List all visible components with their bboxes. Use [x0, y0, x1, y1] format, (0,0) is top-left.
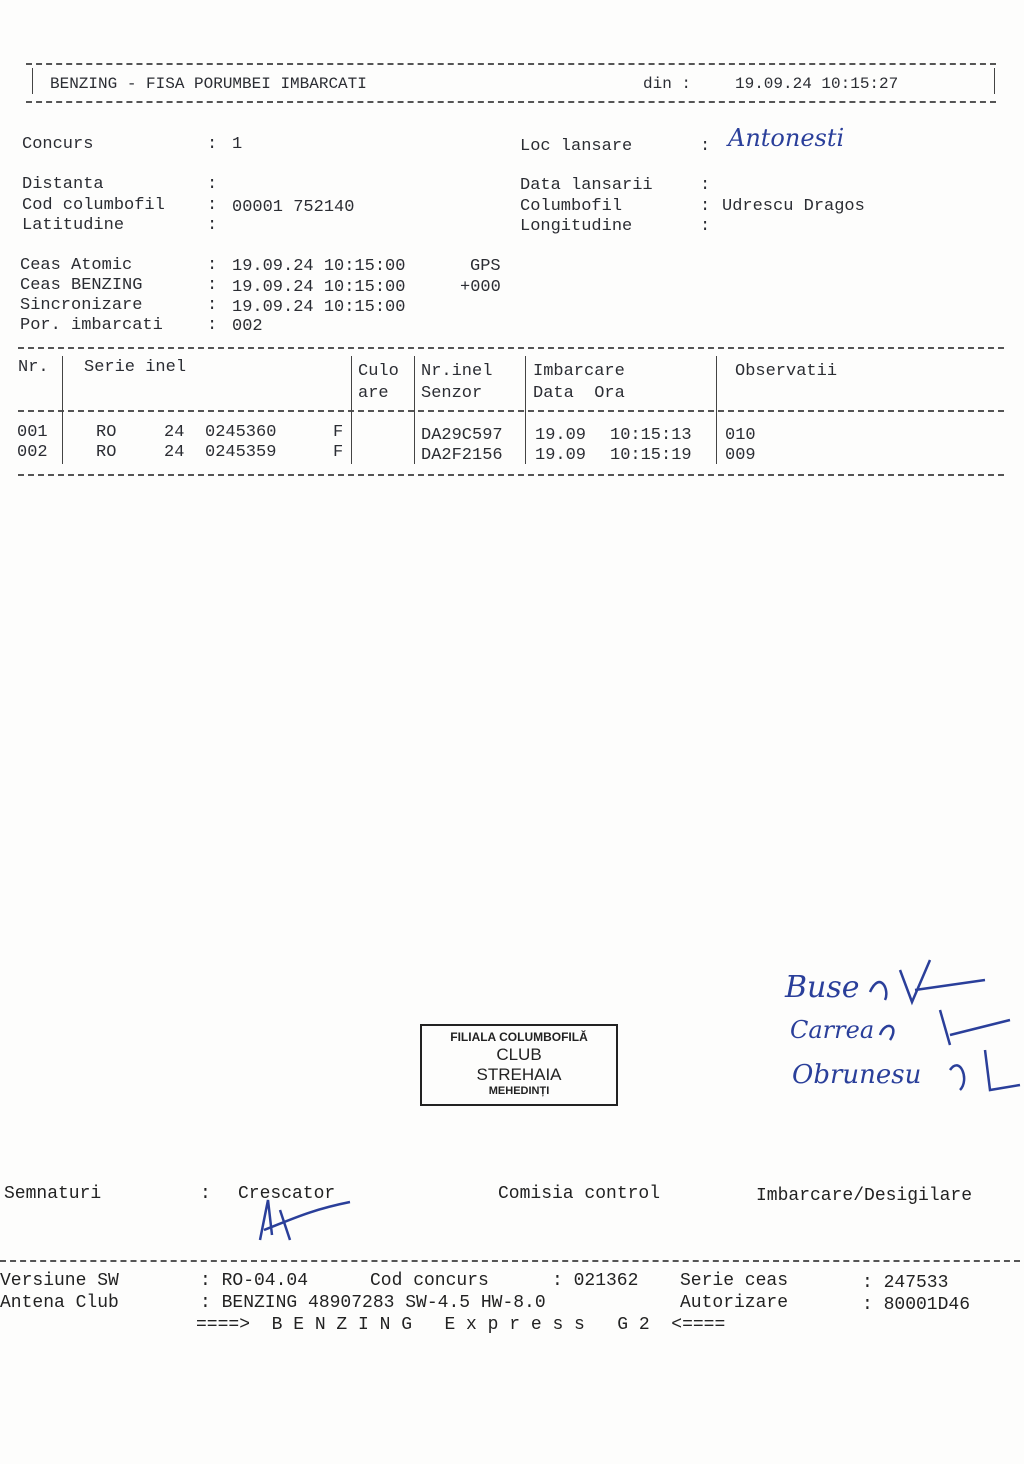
ceas-atomic-value: 19.09.24 10:15:00 — [232, 257, 406, 276]
antena-club-value: : BENZING 48907283 SW-4.5 HW-8.0 — [200, 1293, 546, 1313]
sincronizare-label: Sincronizare — [20, 296, 143, 315]
crescator-signature — [250, 1190, 360, 1250]
semnaturi-label: Semnaturi — [4, 1184, 102, 1204]
stamp-line-1: FILIALA COLUMBOFILĂ — [450, 1030, 588, 1044]
cod-columbofil-label: Cod columbofil — [22, 196, 165, 215]
autorizare-value: : 80001D46 — [862, 1295, 971, 1315]
commission-signature-1: Buse — [785, 970, 860, 1005]
loc-lansare-colon: : — [700, 137, 711, 156]
loc-lansare-handwritten: Antonesti — [728, 124, 845, 152]
versiune-sw-label: Versiune SW — [0, 1271, 119, 1291]
concurs-label: Concurs — [22, 135, 94, 154]
table-row-1-country: RO — [96, 423, 117, 442]
longitudine-label: Longitudine — [520, 217, 633, 236]
stamp-line-2: CLUB — [496, 1045, 542, 1064]
col-sep-culo-right — [414, 356, 415, 464]
columbofil-label: Columbofil — [520, 197, 623, 216]
col-header-imb1: Imbarcare — [533, 362, 625, 381]
table-row-2-year: 24 — [164, 443, 185, 462]
por-imbarcati-value: 002 — [232, 317, 263, 336]
concurs-value: 1 — [232, 135, 243, 154]
col-header-nr: Nr. — [18, 358, 49, 377]
concurs-colon: : — [207, 135, 218, 154]
ceas-atomic-colon: : — [207, 256, 218, 275]
col-sep-obs — [716, 356, 717, 464]
autorizare-label: Autorizare — [680, 1293, 789, 1313]
columbofil-colon: : — [700, 197, 711, 216]
table-row-1-nr: 001 — [17, 423, 48, 442]
table-row-2-sex: F — [333, 443, 344, 462]
col-sep-culo-left — [351, 356, 352, 464]
table-row-1-obs: 010 — [725, 426, 756, 445]
columbofil-value: Udrescu Dragos — [722, 197, 865, 216]
col-sep-imb — [525, 356, 526, 464]
header-left-bar — [32, 68, 33, 94]
comisia-control-label: Comisia control — [498, 1184, 661, 1204]
table-row-1-senzor: DA29C597 — [421, 426, 503, 445]
data-lansarii-label: Data lansarii — [520, 176, 653, 195]
sincronizare-colon: : — [207, 296, 218, 315]
semnaturi-colon: : — [200, 1184, 211, 1204]
col-header-obs: Observatii — [735, 362, 838, 381]
header-right-bar — [994, 68, 995, 94]
ceas-atomic-label: Ceas Atomic — [20, 256, 133, 275]
table-row-1-data: 19.09 — [535, 426, 587, 445]
table-row-1-ring: 0245360 — [205, 423, 277, 442]
header-date-label: din : — [643, 75, 692, 93]
sincronizare-value: 19.09.24 10:15:00 — [232, 298, 406, 317]
antena-club-label: Antena Club — [0, 1293, 119, 1313]
ceas-benzing-suffix: +000 — [460, 278, 501, 297]
ceas-benzing-colon: : — [207, 276, 218, 295]
table-header-rule — [18, 410, 1004, 412]
table-row-1-ora: 10:15:13 — [610, 426, 692, 445]
table-row-2-ora: 10:15:19 — [610, 446, 692, 465]
commission-signature-3: Obrunesu — [792, 1060, 922, 1090]
table-row-2-ring: 0245359 — [205, 443, 277, 462]
col-header-culo1: Culo — [358, 362, 399, 381]
header-date-value: 19.09.24 10:15:27 — [735, 75, 899, 93]
ceas-atomic-suffix: GPS — [470, 257, 501, 276]
data-lansarii-colon: : — [700, 176, 711, 195]
stamp-line-4: MEHEDINȚI — [488, 1085, 550, 1097]
document-title: BENZING - FISA PORUMBEI IMBARCATI — [50, 75, 367, 93]
table-bottom-rule — [18, 474, 1004, 476]
footer-rule — [0, 1260, 1020, 1262]
por-imbarcati-label: Por. imbarcati — [20, 316, 163, 335]
serie-ceas-value: : 247533 — [862, 1273, 949, 1293]
col-header-nrinel2: Senzor — [421, 384, 483, 403]
distanta-label: Distanta — [22, 175, 104, 194]
latitudine-colon: : — [207, 216, 218, 235]
col-header-nrinel1: Nr.inel — [421, 362, 493, 381]
ceas-benzing-value: 19.09.24 10:15:00 — [232, 278, 406, 297]
por-imbarcati-colon: : — [207, 316, 218, 335]
imbarcare-desigilare-label: Imbarcare/Desigilare — [756, 1186, 973, 1206]
cod-concurs-label: Cod concurs — [370, 1271, 489, 1291]
commission-scribbles — [860, 940, 1024, 1100]
table-row-2-senzor: DA2F2156 — [421, 446, 503, 465]
commission-signature-2: Carrea — [790, 1016, 875, 1044]
latitudine-label: Latitudine — [22, 216, 125, 235]
stamp-line-3: STREHAIA — [476, 1065, 562, 1084]
col-header-serie: Serie inel — [84, 358, 187, 377]
header-top-rule — [26, 63, 996, 65]
col-sep-nr — [62, 356, 63, 464]
table-row-1-year: 24 — [164, 423, 185, 442]
table-row-2-country: RO — [96, 443, 117, 462]
table-row-2-nr: 002 — [17, 443, 48, 462]
serie-ceas-label: Serie ceas — [680, 1271, 789, 1291]
longitudine-colon: : — [700, 217, 711, 236]
distanta-colon: : — [207, 175, 218, 194]
col-header-imb2: Data Ora — [533, 384, 625, 403]
benzing-banner: ====> B E N Z I N G E x p r e s s G 2 <==== — [196, 1315, 726, 1335]
crescator-label: Crescator — [238, 1184, 336, 1204]
ceas-benzing-label: Ceas BENZING — [20, 276, 143, 295]
cod-concurs-value: : 021362 — [552, 1271, 639, 1291]
header-bottom-rule — [26, 101, 996, 103]
club-stamp — [420, 1024, 618, 1106]
table-row-2-obs: 009 — [725, 446, 756, 465]
cod-columbofil-value: 00001 752140 — [232, 198, 355, 217]
loc-lansare-label: Loc lansare — [520, 137, 633, 156]
table-row-1-sex: F — [333, 423, 344, 442]
cod-columbofil-colon: : — [207, 196, 218, 215]
table-top-rule — [18, 347, 1004, 349]
table-row-2-data: 19.09 — [535, 446, 587, 465]
col-header-culo2: are — [358, 384, 389, 403]
versiune-sw-value: : RO-04.04 — [200, 1271, 309, 1291]
